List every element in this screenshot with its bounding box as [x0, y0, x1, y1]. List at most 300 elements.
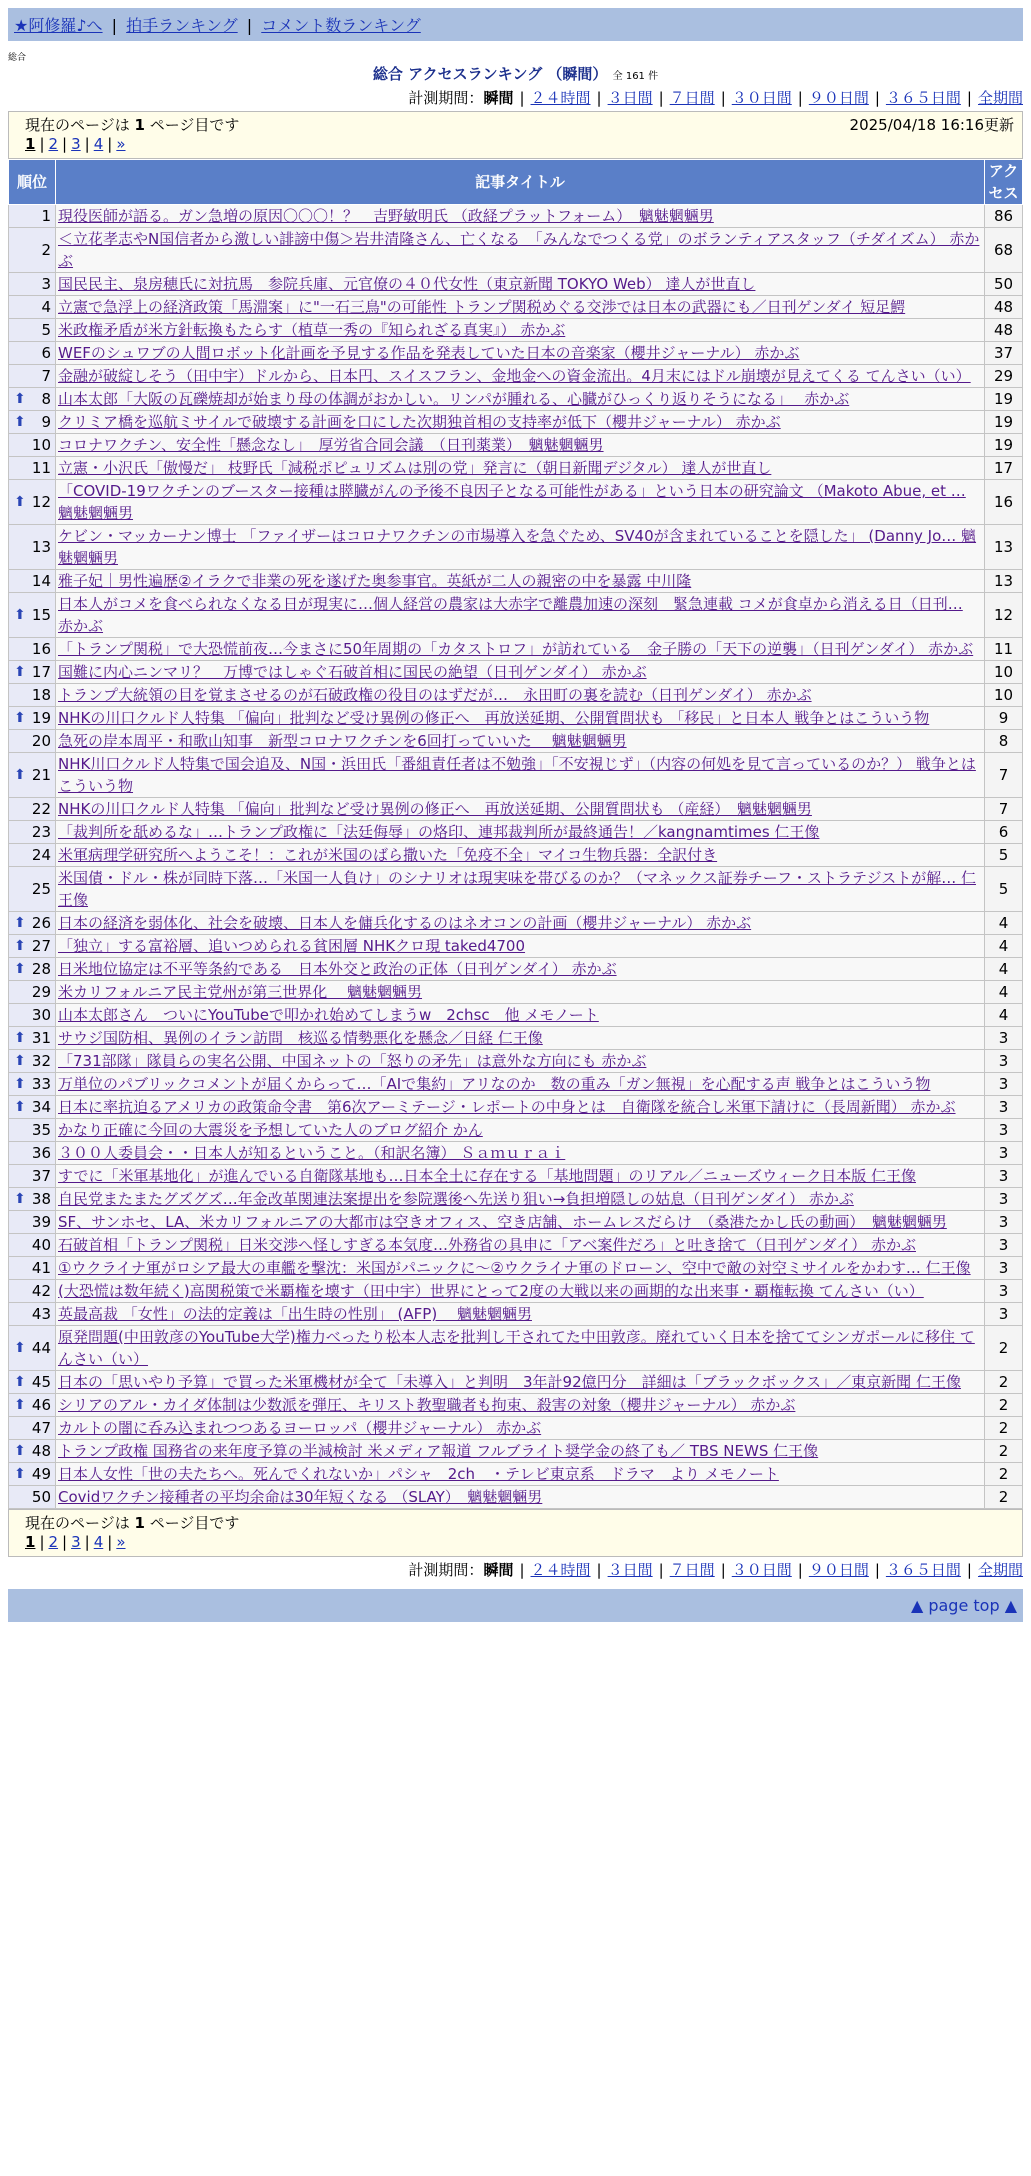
- title-cell: [56, 1257, 985, 1280]
- access-count: 12: [985, 593, 1023, 638]
- table-row: [9, 844, 1023, 867]
- table-row: [9, 730, 1023, 753]
- page-text-prefix: 現在のページは: [25, 116, 130, 134]
- total-count: 全 161 件: [612, 71, 659, 82]
- rank-cell: [9, 205, 56, 228]
- rank-cell: [9, 753, 56, 798]
- rank-up-arrow-icon: ⬆: [14, 664, 26, 680]
- table-row: [9, 525, 1023, 570]
- access-count: 3: [985, 1211, 1023, 1234]
- article-link[interactable]: 立憲で急浮上の経済政策「馬淵案」に"一石三鳥"の可能性 トランプ関税めぐる交渉では日本の武器にも／日刊ゲンダイ 短足鰐: [58, 298, 906, 316]
- access-count: 19: [985, 434, 1023, 457]
- period-current: 瞬間: [483, 89, 514, 107]
- table-row: [9, 1326, 1023, 1371]
- rank-cell: [9, 935, 56, 958]
- table-row: [9, 205, 1023, 228]
- access-count: 10: [985, 684, 1023, 707]
- rank-number: 41: [31, 1259, 51, 1277]
- title-cell: [56, 480, 985, 525]
- article-link[interactable]: 急死の岸本周平・和歌山知事 新型コロナワクチンを6回打っていいた 魑魅魍魎男: [58, 732, 627, 750]
- table-row: [9, 1027, 1023, 1050]
- rank-number: 17: [31, 663, 51, 681]
- rank-number: 37: [31, 1167, 51, 1185]
- title-cell: [56, 1417, 985, 1440]
- pager-page-link[interactable]: 2: [48, 135, 59, 153]
- period-link-5[interactable]: ３６５日間: [885, 1561, 961, 1579]
- access-count: 3: [985, 1280, 1023, 1303]
- access-count: 10: [985, 661, 1023, 684]
- article-link[interactable]: 「独立」する富裕層、追いつめられる貧困層 NHKクロ現 taked4700: [58, 937, 526, 955]
- rank-cell: [9, 1417, 56, 1440]
- article-link[interactable]: トランプ大統領の目を覚まさせるのが石破政権の役目のはずだが… 永田町の裏を読む（日刊ゲンダイ） 赤かぶ: [58, 686, 812, 704]
- title-cell: [56, 1371, 985, 1394]
- rank-cell: [9, 1463, 56, 1486]
- title-cell: [56, 1280, 985, 1303]
- period-separator: |: [874, 89, 880, 107]
- article-link[interactable]: 日本人がコメを食べられなくなる日が現実に…個人経営の農家は大赤字で離農加速の深刻 緊急連載 コメが食卓から消える日（日刊… 赤かぶ: [58, 595, 963, 635]
- table-row: [9, 480, 1023, 525]
- period-link-0[interactable]: ２４時間: [530, 89, 591, 107]
- article-link[interactable]: 英最高裁 「女性」の法的定義は「出生時の性別」 (AFP) 魑魅魍魎男: [58, 1305, 532, 1323]
- rank-number: 31: [31, 1029, 51, 1047]
- rank-cell: [9, 480, 56, 525]
- access-count: 86: [985, 205, 1023, 228]
- access-count: 3: [985, 1257, 1023, 1280]
- title-cell: [56, 1394, 985, 1417]
- article-link[interactable]: 日米地位協定は不平等条約である 日本外交と政治の正体（日刊ゲンダイ） 赤かぶ: [58, 960, 617, 978]
- rank-number: 44: [31, 1339, 51, 1357]
- article-link[interactable]: 現役医師が語る。ガン急増の原因〇〇〇！？ 吉野敏明氏 （政経プラットフォーム） 魑魅魍魎男: [58, 207, 714, 225]
- access-count: 16: [985, 480, 1023, 525]
- title-cell: [56, 1096, 985, 1119]
- article-link[interactable]: トランプ政権 国務省の来年度予算の半減検討 米メディア報道 フルブライト奨学金の終了も／ TBS NEWS 仁王像: [58, 1442, 819, 1460]
- article-link[interactable]: 「COVID-19ワクチンのブースター接種は膵臓がんの予後不良因子となる可能性がある」という日本の研究論文 （Makoto Abue, et … 魑魅魍魎男: [58, 482, 966, 522]
- access-count: 3: [985, 1073, 1023, 1096]
- home-link[interactable]: ★阿修羅♪へ: [14, 16, 103, 35]
- title-cell: [56, 570, 985, 593]
- article-link[interactable]: NHKの川口クルド人特集 「偏向」批判など受け異例の修正へ 再放送延期、公開質問状も （産経） 魑魅魍魎男: [58, 800, 812, 818]
- page-text-prefix: 現在のページは: [25, 1514, 130, 1532]
- rank-cell: [9, 1440, 56, 1463]
- rank-number: 18: [31, 686, 51, 704]
- table-row: [9, 1096, 1023, 1119]
- article-link[interactable]: 雅子妃｜男性遍歴②イラクで非業の死を遂げた奥参事官。英紙が二人の親密の中を暴露 中川隆: [58, 572, 692, 590]
- title-cell: [56, 342, 985, 365]
- rank-number: 30: [31, 1006, 51, 1024]
- rank-cell: [9, 1142, 56, 1165]
- article-link[interactable]: 日本の「思いやり予算」で買った米軍機材が全て「未導入」と判明 3年計92億円分 詳細は「ブラックボックス」／東京新聞 仁王像: [58, 1373, 961, 1391]
- article-link[interactable]: 米カリフォルニア民主党州が第三世界化 魑魅魍魎男: [58, 983, 423, 1001]
- access-count: 3: [985, 1188, 1023, 1211]
- page-top-link[interactable]: ▲ page top ▲: [910, 1596, 1017, 1615]
- access-count: 2: [985, 1486, 1023, 1509]
- title-cell: [56, 365, 985, 388]
- pager-page-link[interactable]: 2: [48, 1533, 59, 1551]
- title-cell: [56, 457, 985, 480]
- access-count: 6: [985, 821, 1023, 844]
- rank-up-arrow-icon: ⬆: [14, 1443, 26, 1459]
- article-link[interactable]: クリミア橋を巡航ミサイルで破壊する計画を口にした次期独首相の支持率が低下（櫻井ジャーナル） 赤かぶ: [58, 413, 781, 431]
- title-cell: [56, 707, 985, 730]
- rank-number: 5: [41, 321, 51, 339]
- table-row: [9, 1303, 1023, 1326]
- access-count: 8: [985, 730, 1023, 753]
- rank-cell: [9, 1394, 56, 1417]
- title-cell: [56, 867, 985, 912]
- access-count: 7: [985, 753, 1023, 798]
- rank-cell: [9, 570, 56, 593]
- period-link-5[interactable]: ３６５日間: [885, 89, 961, 107]
- article-link[interactable]: 自民党またまたグズグズ…年金改革関連法案提出を参院選後へ先送り狙い→負担増隠しの姑息（日刊ゲンダイ） 赤かぶ: [58, 1190, 854, 1208]
- rank-number: 38: [31, 1190, 51, 1208]
- period-link-4[interactable]: ９０日間: [808, 89, 869, 107]
- rank-cell: [9, 228, 56, 273]
- rank-cell: [9, 912, 56, 935]
- rank-number: 8: [41, 390, 51, 408]
- rank-cell: [9, 434, 56, 457]
- table-row: [9, 434, 1023, 457]
- rank-number: 22: [31, 800, 51, 818]
- table-row: [9, 912, 1023, 935]
- rank-number: 6: [41, 344, 51, 362]
- article-link[interactable]: サウジ国防相、異例のイラン訪問 核巡る情勢悪化を懸念／日経 仁王像: [58, 1029, 543, 1047]
- article-link[interactable]: Covidワクチン接種者の平均余命は30年短くなる （SLAY） 魑魅魍魎男: [58, 1488, 543, 1506]
- access-count: 17: [985, 457, 1023, 480]
- table-row: [9, 935, 1023, 958]
- pager-current-page: 1: [25, 135, 36, 153]
- article-link[interactable]: 山本太郎「大阪の瓦礫焼却が始まり母の体調がおかしい。リンパが腫れる、心臓がひっくり返りそうになる」 赤かぶ: [58, 390, 850, 408]
- rank-cell: [9, 1371, 56, 1394]
- rank-number: 20: [31, 732, 51, 750]
- rank-up-arrow-icon: ⬆: [14, 767, 26, 783]
- table-row: [9, 273, 1023, 296]
- period-separator: |: [966, 1561, 972, 1579]
- period-link-0[interactable]: ２４時間: [530, 1561, 591, 1579]
- table-row: [9, 319, 1023, 342]
- article-link[interactable]: NHKの川口クルド人特集 「偏向」批判など受け異例の修正へ 再放送延期、公開質問状も 「移民」と日本人 戦争とはこういう物: [58, 709, 930, 727]
- pager-page-link[interactable]: 3: [71, 1533, 81, 1551]
- pager-separator: |: [39, 1533, 45, 1551]
- table-row: [9, 365, 1023, 388]
- rank-number: 1: [41, 207, 51, 225]
- article-link[interactable]: SF、サンホセ、LA、米カリフォルニアの大都市は空きオフィス、空き店舗、ホームレスだらけ （桑港たかし氏の動画） 魑魅魍魎男: [58, 1213, 947, 1231]
- table-row: [9, 1417, 1023, 1440]
- rank-number: 27: [31, 937, 51, 955]
- period-separator: |: [658, 89, 664, 107]
- table-row: [9, 661, 1023, 684]
- comment-ranking-link[interactable]: コメント数ランキング: [261, 16, 421, 35]
- table-row: [9, 296, 1023, 319]
- article-link[interactable]: ３００人委員会・・日本人が知るということ。（和訳名簿） Ｓａｍｕｒａｉ: [58, 1144, 566, 1162]
- period-separator: |: [720, 89, 726, 107]
- title-cell: [56, 593, 985, 638]
- table-row: [9, 1394, 1023, 1417]
- pager-separator: |: [107, 1533, 113, 1551]
- article-link[interactable]: ＜立花孝志やN国信者から激しい誹謗中傷＞岩井清隆さん、亡くなる 「みんなでつくる党」のボランティアスタッフ（チダイズム） 赤かぶ: [58, 230, 980, 270]
- period-link-4[interactable]: ９０日間: [808, 1561, 869, 1579]
- table-row: [9, 958, 1023, 981]
- title-cell: [56, 1050, 985, 1073]
- rank-cell: [9, 411, 56, 434]
- access-count: 3: [985, 1142, 1023, 1165]
- rank-number: 32: [31, 1052, 51, 1070]
- article-link[interactable]: 日本人女性「世の夫たちへ。死んでくれないか」パシャ 2ch ・テレビ東京系 ドラマ より メモノート: [58, 1465, 779, 1483]
- title-cell: [56, 844, 985, 867]
- period-current: 瞬間: [483, 1561, 514, 1579]
- title-cell: [56, 1165, 985, 1188]
- period-separator: |: [658, 1561, 664, 1579]
- article-link[interactable]: 金融が破綻しそう（田中宇）ドルから、日本円、スイスフラン、金地金への資金流出。4月末にはドル崩壊が見えてくる てんさい（い）: [58, 367, 971, 385]
- table-row: [9, 1257, 1023, 1280]
- title-cell: [56, 319, 985, 342]
- period-separator: |: [596, 89, 602, 107]
- article-link[interactable]: ケビン・マッカーナン博士 「ファイザーはコロナワクチンの市場導入を急ぐため、SV40が含まれていることを隠した」 (Danny Jo… 魑魅魍魎男: [58, 527, 977, 567]
- updated-timestamp: 2025/04/18 16:16更新: [849, 116, 1014, 134]
- access-count: 2: [985, 1417, 1023, 1440]
- rank-number: 47: [31, 1419, 51, 1437]
- title-cell: [56, 411, 985, 434]
- article-link[interactable]: コロナワクチン、安全性「懸念なし」 厚労省合同会議 （日刊薬業） 魑魅魍魎男: [58, 436, 604, 454]
- page-text-suffix: ページ目です: [149, 1514, 240, 1532]
- table-row: [9, 457, 1023, 480]
- table-row: [9, 388, 1023, 411]
- access-count: 9: [985, 707, 1023, 730]
- title-cell: [56, 1188, 985, 1211]
- title-header: 記事タイトル: [56, 160, 985, 205]
- title-cell: [56, 821, 985, 844]
- pager-current-page: 1: [25, 1533, 36, 1551]
- access-count: 68: [985, 228, 1023, 273]
- title-cell: [56, 1326, 985, 1371]
- period-selector: [8, 87, 1023, 111]
- pager-separator: |: [107, 135, 113, 153]
- title-cell: [56, 912, 985, 935]
- article-link[interactable]: 石破首相「トランプ関税」日米交渉へ怪しすぎる本気度…外務省の具申に「アベ案件だろ」と吐き捨て（日刊ゲンダイ） 赤かぶ: [58, 1236, 916, 1254]
- access-count: 48: [985, 319, 1023, 342]
- article-link[interactable]: すでに「米軍基地化」が進んでいる自衛隊基地も…日本全土に存在する「基地問題」のリアル／ニューズウィーク日本版 仁王像: [58, 1167, 916, 1185]
- category-label: 総合: [8, 53, 27, 63]
- rank-number: 21: [31, 766, 51, 784]
- rank-up-arrow-icon: ⬆: [14, 494, 26, 510]
- period-link-3[interactable]: ３０日間: [731, 1561, 792, 1579]
- rank-up-arrow-icon: ⬆: [14, 915, 26, 931]
- article-link[interactable]: 国民民主、泉房穂氏に対抗馬 参院兵庫、元官僚の４０代女性（東京新聞 TOKYO Web） 達人が世直し: [58, 275, 756, 293]
- table-header-row: [9, 160, 1023, 205]
- rank-number: 24: [31, 846, 51, 864]
- article-link[interactable]: 米政権矛盾が米方針転換もたらす（植草一秀の『知られざる真実』） 赤かぶ: [58, 321, 566, 339]
- article-link[interactable]: 「トランプ関税」で大恐慌前夜…今まさに50年周期の「カタストロフ」が訪れている 金子勝の「天下の逆襲」（日刊ゲンダイ） 赤かぶ: [58, 640, 974, 658]
- access-count: 2: [985, 1394, 1023, 1417]
- pager-separator: |: [84, 1533, 90, 1551]
- pager-next-link[interactable]: »: [116, 135, 126, 153]
- rank-cell: [9, 1188, 56, 1211]
- article-link[interactable]: WEFのシュワブの人間ロボット化計画を予見する作品を発表していた日本の音楽家（櫻井ジャーナル） 赤かぶ: [58, 344, 800, 362]
- pager-page-link[interactable]: 4: [93, 1533, 104, 1551]
- access-count: 11: [985, 638, 1023, 661]
- pager-page-link[interactable]: 4: [93, 135, 104, 153]
- rank-up-arrow-icon: ⬆: [14, 607, 26, 623]
- clap-ranking-link[interactable]: 拍手ランキング: [126, 16, 238, 35]
- ranking-title: 総合 アクセスランキング （瞬間）: [372, 65, 608, 83]
- period-link-2[interactable]: ７日間: [669, 89, 715, 107]
- article-link[interactable]: 万単位のパブリックコメントが届くからって…「AIで集約」アリなのか 数の重み「ガン無視」を心配する声 戦争とはこういう物: [58, 1075, 931, 1093]
- period-link-6[interactable]: 全期間: [977, 1561, 1023, 1579]
- access-count: 3: [985, 1165, 1023, 1188]
- rank-number: 49: [31, 1465, 51, 1483]
- rank-number: 45: [31, 1373, 51, 1391]
- period-label: 計測期間：: [408, 1561, 484, 1579]
- rank-number: 19: [31, 709, 51, 727]
- article-link[interactable]: NHK川口クルド人特集で国会追及、N国・浜田氏「番組責任者は不勉強」「不安視じず」（内容の何処を見て言っているのか？） 戦争とはこういう物: [58, 755, 976, 795]
- rank-cell: [9, 1073, 56, 1096]
- access-count: 3: [985, 1027, 1023, 1050]
- period-separator: |: [596, 1561, 602, 1579]
- rank-up-arrow-icon: ⬆: [14, 1191, 26, 1207]
- page-info-box-bottom: [8, 1509, 1023, 1557]
- pager-page-link[interactable]: 3: [71, 135, 81, 153]
- period-separator: |: [797, 89, 803, 107]
- rank-cell: [9, 1486, 56, 1509]
- article-link[interactable]: シリアのアル・カイダ体制は少数派を弾圧、キリスト教聖職者も拘束、殺害の対象（櫻井ジャーナル） 赤かぶ: [58, 1396, 796, 1414]
- table-row: [9, 1486, 1023, 1509]
- table-row: [9, 1371, 1023, 1394]
- article-link[interactable]: 立憲・小沢氏「傲慢だ」 枝野氏「減税ポピュリズムは別の党」発言に（朝日新聞デジタル） 達人が世直し: [58, 459, 772, 477]
- rank-up-arrow-icon: ⬆: [14, 1099, 26, 1115]
- article-link[interactable]: 米国債・ドル・株が同時下落…「米国一人負け」のシナリオは現実味を帯びるのか？（マネックス証券チーフ・ストラテジストが解… 仁王像: [58, 869, 976, 909]
- period-link-6[interactable]: 全期間: [977, 89, 1023, 107]
- title-cell: [56, 798, 985, 821]
- access-count: 5: [985, 844, 1023, 867]
- table-row: [9, 753, 1023, 798]
- article-link[interactable]: ①ウクライナ軍がロシア最大の車艦を撃沈：米国がパニックに～②ウクライナ軍のドローン、空中で敵の対空ミサイルをかわす… 仁王像: [58, 1259, 971, 1277]
- rank-number: 16: [31, 640, 51, 658]
- access-count: 5: [985, 867, 1023, 912]
- article-link[interactable]: 山本太郎さん ついにYouTubeで叩かれ始めてしまうw 2chsc 他 メモノート: [58, 1006, 599, 1024]
- rank-cell: [9, 1303, 56, 1326]
- table-row: [9, 1188, 1023, 1211]
- period-separator: |: [797, 1561, 803, 1579]
- table-row: [9, 570, 1023, 593]
- access-count: 29: [985, 365, 1023, 388]
- rank-cell: [9, 593, 56, 638]
- article-link[interactable]: (大恐慌は数年続く)高関税策で米覇権を壊す（田中宇）世界にとって2度の大戦以来の画期的な出来事・覇権転換 てんさい（い）: [58, 1282, 924, 1300]
- ranking-table: [8, 159, 1023, 1509]
- rank-number: 3: [41, 275, 51, 293]
- page-number: 1: [134, 1514, 145, 1532]
- period-link-3[interactable]: ３０日間: [731, 89, 792, 107]
- access-count: 19: [985, 388, 1023, 411]
- period-separator: |: [519, 89, 525, 107]
- rank-up-arrow-icon: ⬆: [14, 391, 26, 407]
- rank-cell: [9, 273, 56, 296]
- period-separator: |: [874, 1561, 880, 1579]
- rank-cell: [9, 1165, 56, 1188]
- pager-next-link[interactable]: »: [116, 1533, 126, 1551]
- rank-up-arrow-icon: ⬆: [14, 414, 26, 430]
- table-row: [9, 411, 1023, 434]
- article-link[interactable]: 日本の経済を弱体化、社会を破壊、日本人を傭兵化するのはネオコンの計画（櫻井ジャーナル） 赤かぶ: [58, 914, 752, 932]
- table-row: [9, 1234, 1023, 1257]
- title-cell: [56, 388, 985, 411]
- article-link[interactable]: 原発問題(中田敦彦のYouTube大学)権力べったり松本人志を批判し干されてた中田敦彦。廃れていく日本を捨ててシンガポールに移住 てんさい（い）: [58, 1328, 975, 1368]
- table-row: [9, 821, 1023, 844]
- title-cell: [56, 434, 985, 457]
- article-link[interactable]: 「裁判所を舐めるな」…トランプ政権に「法廷侮辱」の烙印、連邦裁判所が最終通告！／kangnamtimes 仁王像: [58, 823, 820, 841]
- rank-cell: [9, 1211, 56, 1234]
- article-link[interactable]: 米軍病理学研究所へようこそ！：これが米国のばら撒いた「免疫不全」マイコ生物兵器：全訳付き: [58, 846, 718, 864]
- article-link[interactable]: 「731部隊」隊員らの実名公開、中国ネットの「怒りの矛先」は意外な方向にも 赤かぶ: [58, 1052, 647, 1070]
- access-count: 2: [985, 1326, 1023, 1371]
- rank-cell: [9, 1119, 56, 1142]
- title-cell: [56, 638, 985, 661]
- period-label: 計測期間：: [408, 89, 484, 107]
- access-count: 4: [985, 912, 1023, 935]
- title-cell: [56, 753, 985, 798]
- title-cell: [56, 1486, 985, 1509]
- rank-cell: [9, 958, 56, 981]
- access-count: 19: [985, 411, 1023, 434]
- article-link[interactable]: カルトの闇に呑み込まれつつあるヨーロッパ（櫻井ジャーナル） 赤かぶ: [58, 1419, 542, 1437]
- table-row: [9, 1050, 1023, 1073]
- article-link[interactable]: 国難に内心ニンマリ？ 万博ではしゃぐ石破首相に国民の絶望（日刊ゲンダイ） 赤かぶ: [58, 663, 647, 681]
- rank-number: 11: [31, 459, 51, 477]
- rank-cell: [9, 638, 56, 661]
- title-cell: [56, 228, 985, 273]
- rank-cell: [9, 388, 56, 411]
- period-link-1[interactable]: ３日間: [607, 89, 653, 107]
- rank-cell: [9, 342, 56, 365]
- count-header: アクセス: [985, 160, 1023, 205]
- rank-number: 46: [31, 1396, 51, 1414]
- access-count: 13: [985, 525, 1023, 570]
- rank-number: 4: [41, 298, 51, 316]
- access-count: 3: [985, 1303, 1023, 1326]
- rank-up-arrow-icon: ⬆: [14, 1466, 26, 1482]
- article-link[interactable]: 日本に率抗迫るアメリカの政策命令書 第6次アーミテージ・レポートの中身とは 自衛隊を統合し米軍下請けに（長周新聞） 赤かぶ: [58, 1098, 956, 1116]
- rank-cell: [9, 1326, 56, 1371]
- article-link[interactable]: かなり正確に今回の大震災を予想していた人のブログ紹介 かん: [58, 1121, 483, 1139]
- title-cell: [56, 1073, 985, 1096]
- title-cell: [56, 205, 985, 228]
- rank-number: 28: [31, 960, 51, 978]
- page-text-suffix: ページ目です: [149, 116, 240, 134]
- access-count: 3: [985, 1096, 1023, 1119]
- pager-separator: |: [62, 135, 68, 153]
- title-cell: [56, 935, 985, 958]
- rank-number: 7: [41, 367, 51, 385]
- period-link-1[interactable]: ３日間: [607, 1561, 653, 1579]
- rank-number: 33: [31, 1075, 51, 1093]
- rank-number: 42: [31, 1282, 51, 1300]
- rank-header: 順位: [9, 160, 56, 205]
- rank-cell: [9, 1027, 56, 1050]
- rank-number: 25: [31, 880, 51, 898]
- rank-cell: [9, 1096, 56, 1119]
- period-selector-bottom: [8, 1559, 1023, 1583]
- current-page-text: [25, 1512, 239, 1533]
- access-count: 2: [985, 1371, 1023, 1394]
- rank-number: 13: [31, 538, 51, 556]
- table-row: [9, 1463, 1023, 1486]
- page-info-box: [8, 111, 1023, 159]
- nav-separator: |: [246, 16, 253, 35]
- title-cell: [56, 730, 985, 753]
- title-cell: [56, 1027, 985, 1050]
- rank-up-arrow-icon: ⬆: [14, 961, 26, 977]
- rank-cell: [9, 1280, 56, 1303]
- period-link-2[interactable]: ７日間: [669, 1561, 715, 1579]
- rank-cell: [9, 707, 56, 730]
